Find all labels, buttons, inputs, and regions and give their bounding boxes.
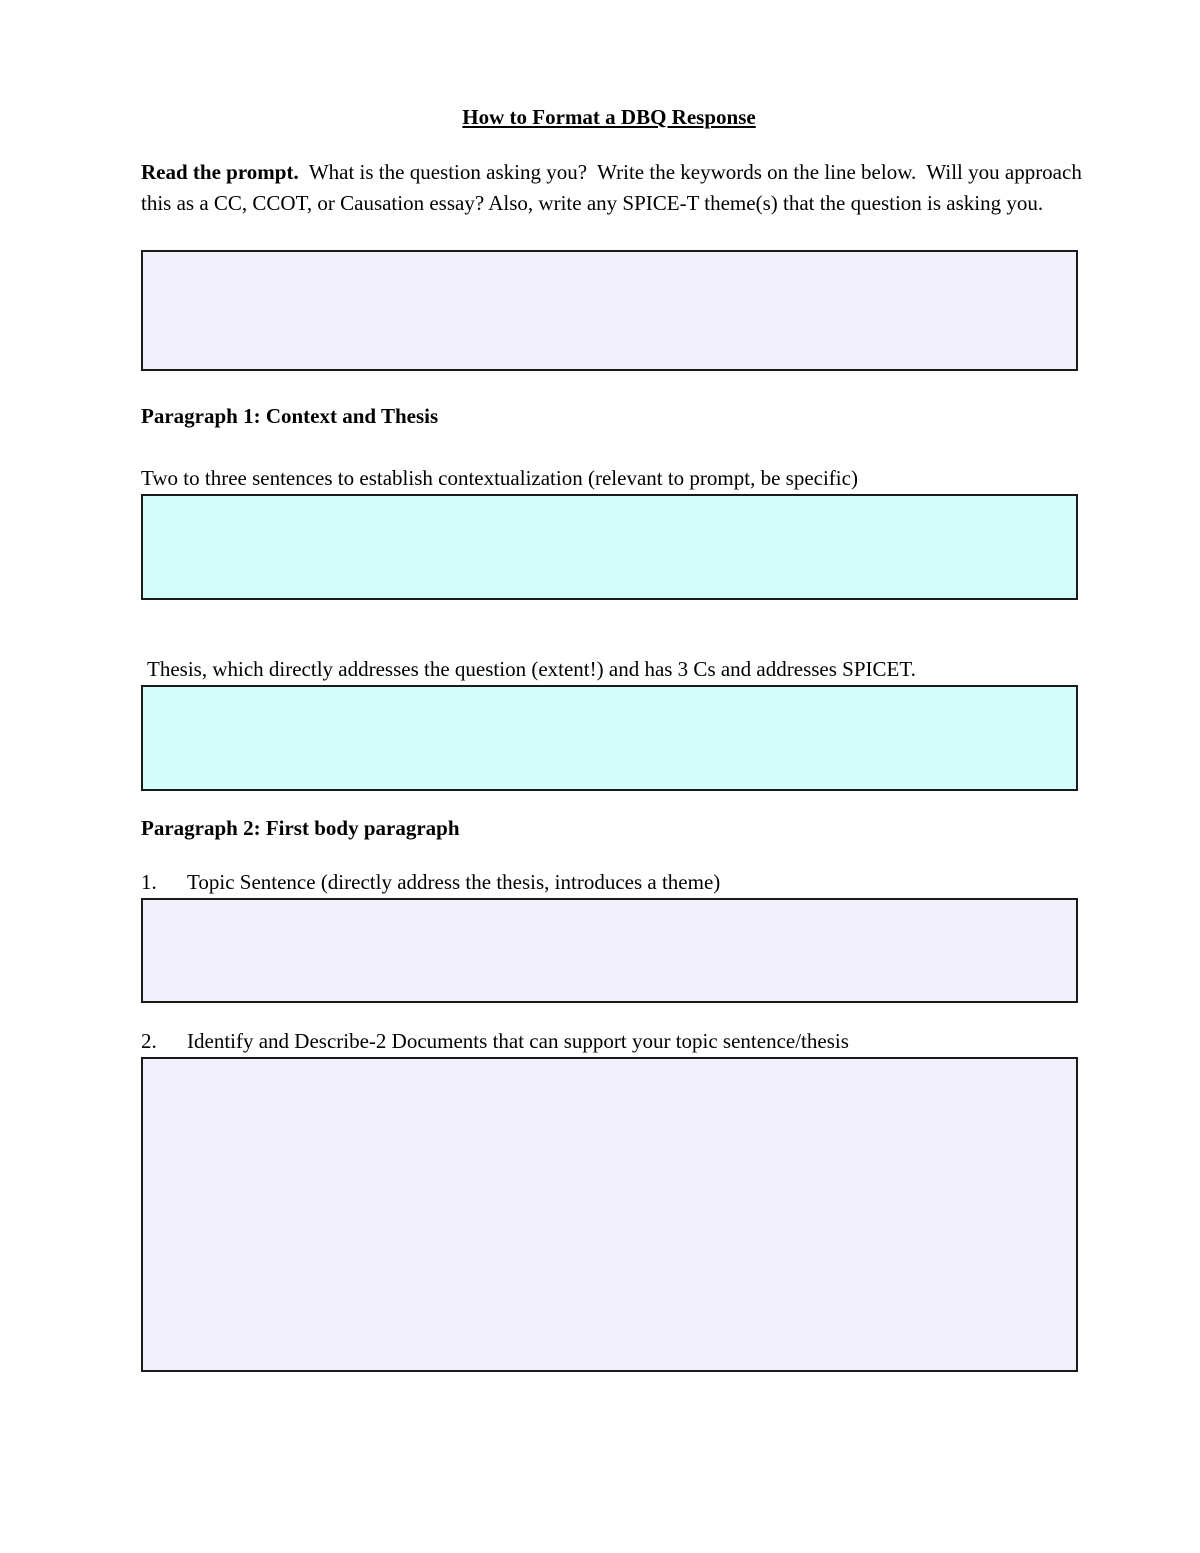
context-box[interactable] [141,494,1078,600]
intro-bold-lead: Read the prompt. [141,160,299,184]
item-number: 2. [141,1029,157,1053]
topic-sentence-input[interactable] [143,900,1076,1001]
documents-input[interactable] [143,1059,1076,1370]
keywords-input[interactable] [143,252,1076,369]
paragraph2-heading: Paragraph 2: First body paragraph [141,816,460,840]
intro-text: What is the question asking you? Write the keywords on the line below. Will you approach this as a CC, CCOT, or Causation essay? Also, write any SPICE-T theme(s) that the question is asking you. [141,160,1088,215]
item-number: 1. [141,870,157,894]
thesis-input[interactable] [143,687,1076,789]
topic-sentence-prompt [141,869,720,895]
topic-sentence-box[interactable] [141,898,1078,1003]
intro-instructions [141,157,1086,219]
documents-prompt [141,1028,849,1054]
thesis-box[interactable] [141,685,1078,791]
keywords-box[interactable] [141,250,1078,371]
page-title: How to Format a DBQ Response [462,105,756,129]
thesis-prompt: Thesis, which directly addresses the question (extent!) and has 3 Cs and addresses SPICET. [147,657,916,681]
context-prompt: Two to three sentences to establish contextualization (relevant to prompt, be specific) [141,466,858,490]
item-text: Identify and Describe-2 Documents that can support your topic sentence/thesis [187,1029,849,1053]
documents-box[interactable] [141,1057,1078,1372]
context-input[interactable] [143,496,1076,598]
item-text: Topic Sentence (directly address the thesis, introduces a theme) [187,870,721,894]
paragraph1-heading: Paragraph 1: Context and Thesis [141,404,439,428]
